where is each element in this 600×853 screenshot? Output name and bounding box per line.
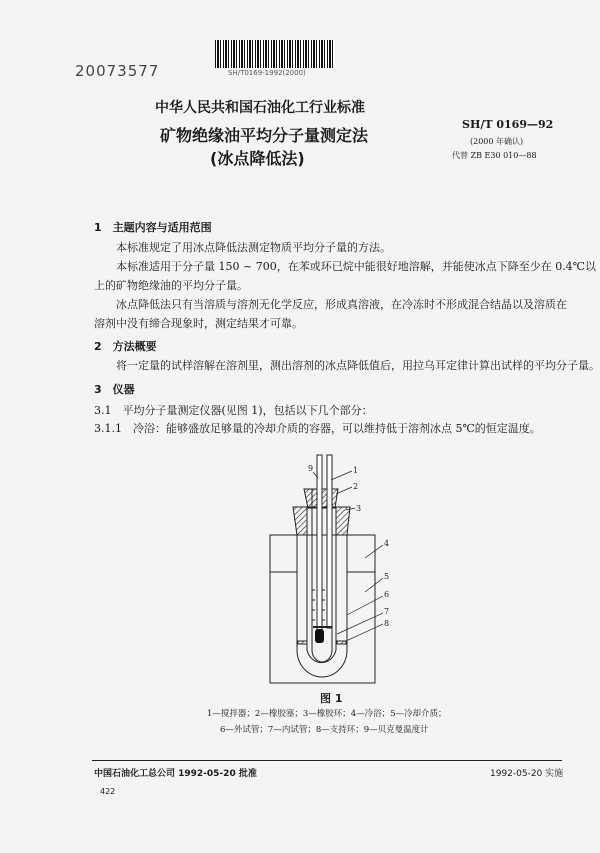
label-7: 7 <box>384 607 390 616</box>
paragraph: 3.1.1 冷浴：能够盛放足够量的冷却介质的容器，可以维持低于溶剂冰点 5℃的恒定温度。 <box>94 422 541 435</box>
label-9: 9 <box>308 464 314 473</box>
label-5: 5 <box>384 572 390 581</box>
support-ring <box>298 641 307 644</box>
figure-caption: 图 1 <box>320 692 343 705</box>
section-3-title: 3 仪器 <box>94 383 135 396</box>
confirmed-year: (2000 年确认) <box>470 137 524 146</box>
paragraph: 上的矿物绝缘油的平均分子量。 <box>94 279 248 292</box>
paragraph: 3.1 平均分子量测定仪器(见图 1)，包括以下几个部分： <box>94 404 373 417</box>
standard-code: SH/T 0169—92 <box>462 118 554 131</box>
barcode-text: SH/T0169-1992(2000) <box>228 69 306 77</box>
paragraph: 溶剂中没有缔合现象时，测定结果才可靠。 <box>94 317 303 330</box>
label-1: 1 <box>353 466 359 475</box>
paragraph: 冰点降低法只有当溶质与溶剂无化学反应，形成真溶液，在冷冻时不形成混合结晶以及溶质在 <box>116 298 567 311</box>
label-6: 6 <box>384 590 390 599</box>
label-8: 8 <box>384 619 390 628</box>
paragraph: 本标准适用于分子量 150 ~ 700，在苯或环已烷中能很好地溶解，并能使冰点下降至少在 0.4℃以 <box>116 260 596 273</box>
section-2-title: 2 方法概要 <box>94 340 157 353</box>
label-2: 2 <box>353 482 359 491</box>
label-4: 4 <box>384 539 390 548</box>
beckmann-thermometer <box>317 455 322 630</box>
approval-line: 中国石油化工总公司 1992-05-20 批准 <box>94 769 257 779</box>
stamp-number: 20073577 <box>75 62 160 80</box>
title-line-2: (冰点降低法) <box>210 149 305 168</box>
footer-divider <box>92 760 562 761</box>
label-3: 3 <box>356 504 362 513</box>
page-number: 422 <box>100 787 116 796</box>
effective-date: 1992-05-20 实施 <box>490 769 564 779</box>
paragraph: 本标准规定了用冰点降低法测定物质平均分子量的方法。 <box>116 241 391 254</box>
section-1-title: 1 主题内容与适用范围 <box>94 221 212 234</box>
stirrer <box>327 455 332 628</box>
figure-legend-line-2: 6—外试管；7—内试管；8—支持环；9—贝克曼温度计 <box>220 725 429 735</box>
paragraph: 将一定量的试样溶解在溶剂里，测出溶剂的冰点降低值后，用拉乌耳定律计算出试样的平均分子量。 <box>116 359 600 372</box>
title-line-1: 矿物绝缘油平均分子量测定法 <box>160 126 369 145</box>
issuer: 中华人民共和国石油化工行业标准 <box>155 100 365 116</box>
figure-legend-line-1: 1—搅拌器；2—橡胶塞；3—橡胶环；4—冷浴；5—冷却介质； <box>207 709 447 719</box>
replaces: 代替 ZB E30 010—88 <box>452 151 537 160</box>
